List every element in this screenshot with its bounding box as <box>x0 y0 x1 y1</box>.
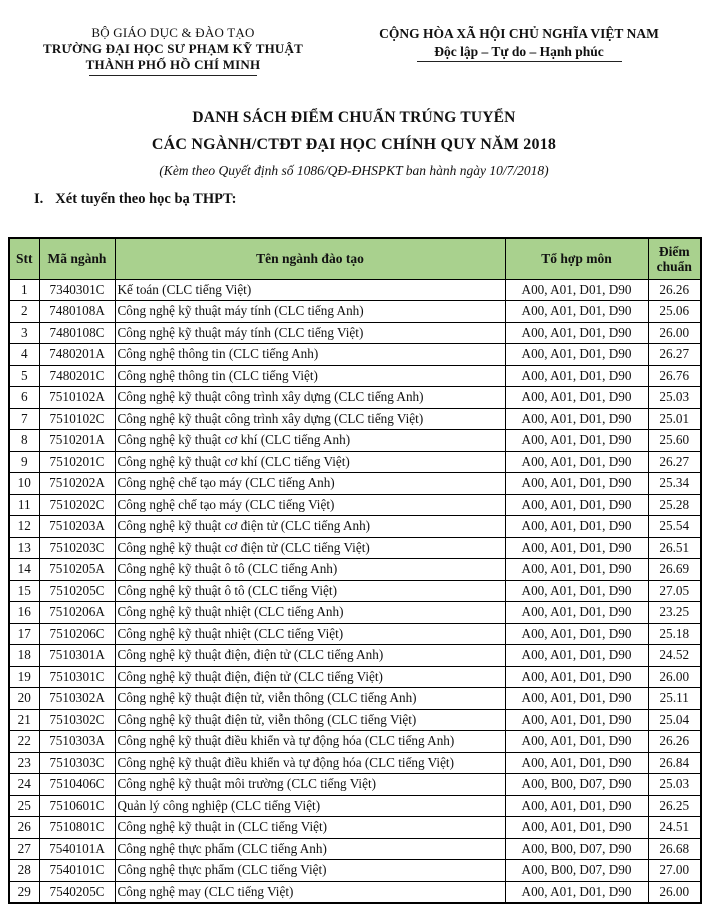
row-name: Công nghệ chế tạo máy (CLC tiếng Việt) <box>115 494 505 516</box>
row-code: 7340301C <box>39 279 115 301</box>
row-combo: A00, A01, D01, D90 <box>505 752 648 774</box>
row-stt: 29 <box>9 881 39 903</box>
row-name: Công nghệ may (CLC tiếng Việt) <box>115 881 505 903</box>
row-combo: A00, A01, D01, D90 <box>505 580 648 602</box>
table-row <box>9 387 701 409</box>
row-name: Công nghệ kỹ thuật nhiệt (CLC tiếng Việt) <box>115 623 505 645</box>
row-score: 26.76 <box>648 365 701 387</box>
table-row <box>9 322 701 344</box>
row-score: 23.25 <box>648 602 701 624</box>
row-combo: A00, A01, D01, D90 <box>505 645 648 667</box>
row-stt: 14 <box>9 559 39 581</box>
row-code: 7510102A <box>39 387 115 409</box>
row-stt: 9 <box>9 451 39 473</box>
row-score: 25.18 <box>648 623 701 645</box>
row-stt: 25 <box>9 795 39 817</box>
row-score: 26.26 <box>648 731 701 753</box>
row-combo: A00, A01, D01, D90 <box>505 301 648 323</box>
row-code: 7510303C <box>39 752 115 774</box>
row-score: 25.03 <box>648 387 701 409</box>
row-score: 25.03 <box>648 774 701 796</box>
row-name: Công nghệ kỹ thuật môi trường (CLC tiếng Việt) <box>115 774 505 796</box>
row-code: 7540101A <box>39 838 115 860</box>
row-code: 7510301C <box>39 666 115 688</box>
table-row <box>9 473 701 495</box>
row-stt: 23 <box>9 752 39 774</box>
row-code: 7480108C <box>39 322 115 344</box>
national-name: CỘNG HÒA XÃ HỘI CHỦ NGHĨA VIỆT NAM <box>379 26 659 41</box>
row-score: 26.00 <box>648 666 701 688</box>
row-stt: 1 <box>9 279 39 301</box>
row-score: 25.60 <box>648 430 701 452</box>
row-code: 7510202A <box>39 473 115 495</box>
table-row <box>9 731 701 753</box>
row-combo: A00, A01, D01, D90 <box>505 387 648 409</box>
row-score: 26.27 <box>648 451 701 473</box>
row-score: 25.34 <box>648 473 701 495</box>
row-stt: 21 <box>9 709 39 731</box>
row-stt: 8 <box>9 430 39 452</box>
row-code: 7510206A <box>39 602 115 624</box>
row-combo: A00, A01, D01, D90 <box>505 795 648 817</box>
row-code: 7510301A <box>39 645 115 667</box>
row-code: 7510406C <box>39 774 115 796</box>
row-stt: 28 <box>9 860 39 882</box>
column-header-code: Mã ngành <box>39 238 115 279</box>
row-name: Công nghệ kỹ thuật công trình xây dựng (CLC tiếng Anh) <box>115 387 505 409</box>
table-row <box>9 645 701 667</box>
table-row <box>9 817 701 839</box>
row-stt: 24 <box>9 774 39 796</box>
row-score: 26.00 <box>648 881 701 903</box>
admission-score-table <box>8 237 702 904</box>
row-name: Công nghệ kỹ thuật điều khiển và tự động hóa (CLC tiếng Việt) <box>115 752 505 774</box>
table-row <box>9 580 701 602</box>
table-row <box>9 752 701 774</box>
row-combo: A00, A01, D01, D90 <box>505 602 648 624</box>
motto-underline-rule <box>417 61 622 62</box>
row-code: 7510601C <box>39 795 115 817</box>
row-score: 26.27 <box>648 344 701 366</box>
row-name: Công nghệ kỹ thuật điều khiển và tự động hóa (CLC tiếng Anh) <box>115 731 505 753</box>
row-stt: 17 <box>9 623 39 645</box>
row-stt: 20 <box>9 688 39 710</box>
table-row <box>9 516 701 538</box>
org-underline-rule <box>89 75 257 76</box>
row-score: 24.52 <box>648 645 701 667</box>
row-name: Quản lý công nghiệp (CLC tiếng Việt) <box>115 795 505 817</box>
row-code: 7510203C <box>39 537 115 559</box>
row-name: Công nghệ kỹ thuật cơ điện tử (CLC tiếng Việt) <box>115 537 505 559</box>
row-combo: A00, A01, D01, D90 <box>505 731 648 753</box>
row-code: 7510801C <box>39 817 115 839</box>
row-code: 7480201C <box>39 365 115 387</box>
column-header-combo: Tổ hợp môn <box>505 238 648 279</box>
row-combo: A00, A01, D01, D90 <box>505 559 648 581</box>
table-row <box>9 774 701 796</box>
row-combo: A00, B00, D07, D90 <box>505 838 648 860</box>
row-score: 25.06 <box>648 301 701 323</box>
row-combo: A00, A01, D01, D90 <box>505 494 648 516</box>
row-name: Công nghệ kỹ thuật điện, điện tử (CLC tiếng Việt) <box>115 666 505 688</box>
column-header-name: Tên ngành đào tạo <box>115 238 505 279</box>
row-score: 25.54 <box>648 516 701 538</box>
row-code: 7510201C <box>39 451 115 473</box>
row-combo: A00, A01, D01, D90 <box>505 666 648 688</box>
national-motto: Độc lập – Tự do – Hạnh phúc <box>434 44 604 59</box>
row-combo: A00, A01, D01, D90 <box>505 709 648 731</box>
table-row <box>9 559 701 581</box>
university-name-line1: TRƯỜNG ĐẠI HỌC SƯ PHẠM KỸ THUẬT <box>43 41 303 56</box>
row-combo: A00, A01, D01, D90 <box>505 473 648 495</box>
row-stt: 19 <box>9 666 39 688</box>
row-stt: 12 <box>9 516 39 538</box>
issuing-org-block <box>8 25 338 76</box>
table-header <box>9 238 701 279</box>
row-score: 25.04 <box>648 709 701 731</box>
row-code: 7510206C <box>39 623 115 645</box>
row-score: 25.11 <box>648 688 701 710</box>
column-header-stt: Stt <box>9 238 39 279</box>
table-row <box>9 537 701 559</box>
row-name: Công nghệ kỹ thuật cơ khí (CLC tiếng Việt) <box>115 451 505 473</box>
row-score: 26.25 <box>648 795 701 817</box>
row-code: 7510205C <box>39 580 115 602</box>
row-stt: 3 <box>9 322 39 344</box>
table-row <box>9 301 701 323</box>
row-code: 7510205A <box>39 559 115 581</box>
row-stt: 10 <box>9 473 39 495</box>
table-row <box>9 838 701 860</box>
row-name: Công nghệ thông tin (CLC tiếng Việt) <box>115 365 505 387</box>
row-combo: A00, B00, D07, D90 <box>505 860 648 882</box>
row-score: 25.01 <box>648 408 701 430</box>
row-score: 27.00 <box>648 860 701 882</box>
row-combo: A00, A01, D01, D90 <box>505 344 648 366</box>
university-name-line2: THÀNH PHỐ HỒ CHÍ MINH <box>85 57 261 72</box>
row-combo: A00, A01, D01, D90 <box>505 322 648 344</box>
row-name: Công nghệ thông tin (CLC tiếng Anh) <box>115 344 505 366</box>
row-combo: A00, B00, D07, D90 <box>505 774 648 796</box>
row-name: Công nghệ kỹ thuật công trình xây dựng (CLC tiếng Việt) <box>115 408 505 430</box>
document-header <box>0 25 708 76</box>
row-code: 7510303A <box>39 731 115 753</box>
section-label: Xét tuyển theo học bạ THPT: <box>55 191 237 207</box>
table-row <box>9 860 701 882</box>
table-row <box>9 365 701 387</box>
row-score: 26.26 <box>648 279 701 301</box>
table-row <box>9 451 701 473</box>
row-combo: A00, A01, D01, D90 <box>505 881 648 903</box>
row-combo: A00, A01, D01, D90 <box>505 516 648 538</box>
table-row <box>9 688 701 710</box>
row-combo: A00, A01, D01, D90 <box>505 817 648 839</box>
row-code: 7510201A <box>39 430 115 452</box>
table-row <box>9 430 701 452</box>
row-combo: A00, A01, D01, D90 <box>505 537 648 559</box>
row-combo: A00, A01, D01, D90 <box>505 688 648 710</box>
row-stt: 7 <box>9 408 39 430</box>
row-score: 26.68 <box>648 838 701 860</box>
score-table-body <box>9 279 701 903</box>
row-name: Công nghệ kỹ thuật máy tính (CLC tiếng Anh) <box>115 301 505 323</box>
row-stt: 5 <box>9 365 39 387</box>
row-code: 7480201A <box>39 344 115 366</box>
row-stt: 22 <box>9 731 39 753</box>
row-score: 26.51 <box>648 537 701 559</box>
table-row <box>9 795 701 817</box>
row-score: 26.69 <box>648 559 701 581</box>
table-row <box>9 881 701 903</box>
row-score: 26.84 <box>648 752 701 774</box>
row-stt: 11 <box>9 494 39 516</box>
row-name: Kế toán (CLC tiếng Việt) <box>115 279 505 301</box>
table-row <box>9 494 701 516</box>
row-code: 7480108A <box>39 301 115 323</box>
national-motto-block <box>338 25 700 62</box>
section-heading <box>34 191 708 208</box>
row-code: 7540205C <box>39 881 115 903</box>
ministry-name: BỘ GIÁO DỤC & ĐÀO TẠO <box>91 25 255 40</box>
row-score: 27.05 <box>648 580 701 602</box>
row-name: Công nghệ kỹ thuật điện tử, viễn thông (CLC tiếng Việt) <box>115 709 505 731</box>
row-combo: A00, A01, D01, D90 <box>505 365 648 387</box>
row-score: 26.00 <box>648 322 701 344</box>
row-name: Công nghệ kỹ thuật điện tử, viễn thông (CLC tiếng Anh) <box>115 688 505 710</box>
document-title-block <box>0 109 708 179</box>
row-stt: 18 <box>9 645 39 667</box>
row-name: Công nghệ kỹ thuật ô tô (CLC tiếng Anh) <box>115 559 505 581</box>
row-name: Công nghệ chế tạo máy (CLC tiếng Anh) <box>115 473 505 495</box>
column-header-score: Điểm chuẩn <box>648 238 701 279</box>
row-code: 7510203A <box>39 516 115 538</box>
table-row <box>9 408 701 430</box>
row-code: 7510302A <box>39 688 115 710</box>
table-row <box>9 602 701 624</box>
row-name: Công nghệ thực phẩm (CLC tiếng Anh) <box>115 838 505 860</box>
row-name: Công nghệ kỹ thuật điện, điện tử (CLC tiếng Anh) <box>115 645 505 667</box>
row-name: Công nghệ kỹ thuật in (CLC tiếng Việt) <box>115 817 505 839</box>
row-combo: A00, A01, D01, D90 <box>505 451 648 473</box>
row-stt: 6 <box>9 387 39 409</box>
row-code: 7510202C <box>39 494 115 516</box>
table-row <box>9 623 701 645</box>
document-title-line1: DANH SÁCH ĐIỂM CHUẨN TRÚNG TUYỂN <box>192 109 516 126</box>
row-stt: 2 <box>9 301 39 323</box>
row-stt: 4 <box>9 344 39 366</box>
row-score: 24.51 <box>648 817 701 839</box>
row-code: 7510302C <box>39 709 115 731</box>
section-numeral: I. <box>34 191 44 207</box>
row-combo: A00, A01, D01, D90 <box>505 408 648 430</box>
row-combo: A00, A01, D01, D90 <box>505 430 648 452</box>
document-title-line2: CÁC NGÀNH/CTĐT ĐẠI HỌC CHÍNH QUY NĂM 2018 <box>151 136 557 153</box>
table-header-row <box>9 238 701 279</box>
table-row <box>9 279 701 301</box>
row-combo: A00, A01, D01, D90 <box>505 279 648 301</box>
row-code: 7540101C <box>39 860 115 882</box>
row-name: Công nghệ kỹ thuật máy tính (CLC tiếng Việt) <box>115 322 505 344</box>
table-row <box>9 666 701 688</box>
row-stt: 27 <box>9 838 39 860</box>
decision-reference-note: (Kèm theo Quyết định số 1086/QĐ-ĐHSPKT ban hành ngày 10/7/2018) <box>159 163 549 178</box>
row-stt: 16 <box>9 602 39 624</box>
row-score: 25.28 <box>648 494 701 516</box>
table-row <box>9 709 701 731</box>
row-stt: 15 <box>9 580 39 602</box>
row-name: Công nghệ thực phẩm (CLC tiếng Việt) <box>115 860 505 882</box>
row-combo: A00, A01, D01, D90 <box>505 623 648 645</box>
row-stt: 13 <box>9 537 39 559</box>
row-name: Công nghệ kỹ thuật ô tô (CLC tiếng Việt) <box>115 580 505 602</box>
row-name: Công nghệ kỹ thuật cơ khí (CLC tiếng Anh) <box>115 430 505 452</box>
row-name: Công nghệ kỹ thuật cơ điện tử (CLC tiếng Anh) <box>115 516 505 538</box>
row-name: Công nghệ kỹ thuật nhiệt (CLC tiếng Anh) <box>115 602 505 624</box>
row-code: 7510102C <box>39 408 115 430</box>
row-stt: 26 <box>9 817 39 839</box>
table-row <box>9 344 701 366</box>
